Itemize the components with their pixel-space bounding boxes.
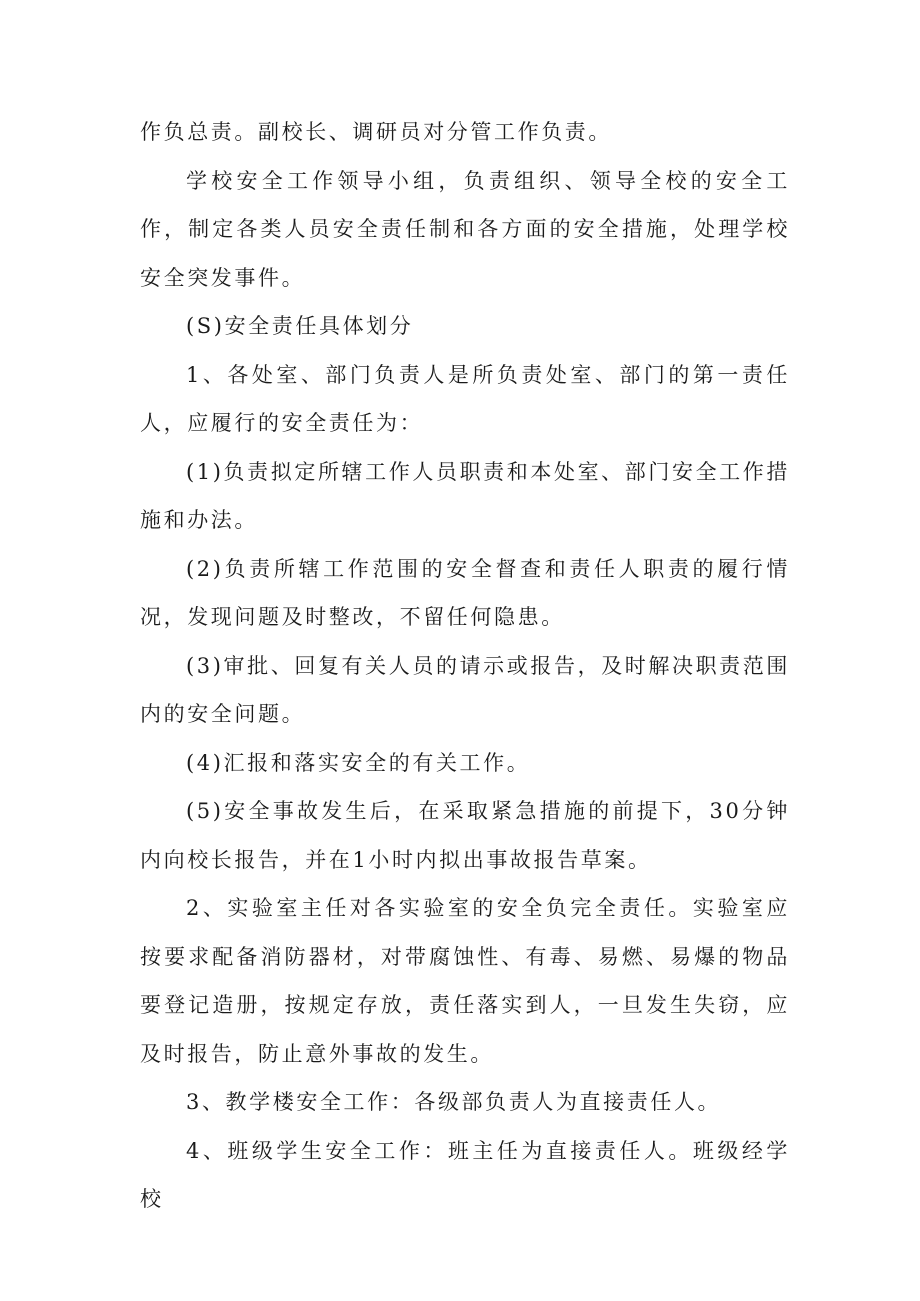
paragraph-subitem-2: (2)负责所辖工作范围的安全督查和责任人职责的履行情况，发现问题及时整改，不留任何隐患。 (140, 556, 790, 629)
paragraph-subitem-4: (4)汇报和落实安全的有关工作。 (186, 750, 531, 775)
paragraph-continuation: 作负总责。副校长、调研员对分管工作负责。 (140, 120, 612, 144)
paragraph-item-3: 3、教学楼安全工作：各级部负责人为直接责任人。 (186, 1090, 722, 1114)
paragraph-item-4: 4、班级学生安全工作：班主任为直接责任人。班级经学校 (140, 1138, 790, 1211)
paragraph-leadership-group: 学校安全工作领导小组，负责组织、领导全校的安全工作，制定各类人员安全责任制和各方面的安全措施，处理学校安全突发事件。 (140, 168, 790, 290)
paragraph-subitem-5: (5)安全事故发生后，在采取紧急措施的前提下，30分钟内向校长报告，并在1小时内拟出事故报告草案。 (140, 799, 790, 872)
paragraph-item-1: 1、各处室、部门负责人是所负责处室、部门的第一责任人，应履行的安全责任为： (140, 362, 790, 435)
document-body (140, 108, 790, 1224)
paragraph-subitem-1: (1)负责拟定所辖工作人员职责和本处室、部门安全工作措施和办法。 (140, 459, 790, 532)
section-heading-responsibility-division: (S)安全责任具体划分 (186, 314, 414, 338)
paragraph-subitem-3: (3)审批、回复有关人员的请示或报告，及时解决职责范围内的安全问题。 (140, 653, 790, 726)
paragraph-item-2: 2、实验室主任对各实验室的安全负完全责任。实验室应按要求配备消防器材，对带腐蚀性、有毒、易燃、易爆的物品要登记造册，按规定存放，责任落实到人，一旦发生失窃，应及时报告，防止意外事故的发生。 (140, 896, 790, 1066)
